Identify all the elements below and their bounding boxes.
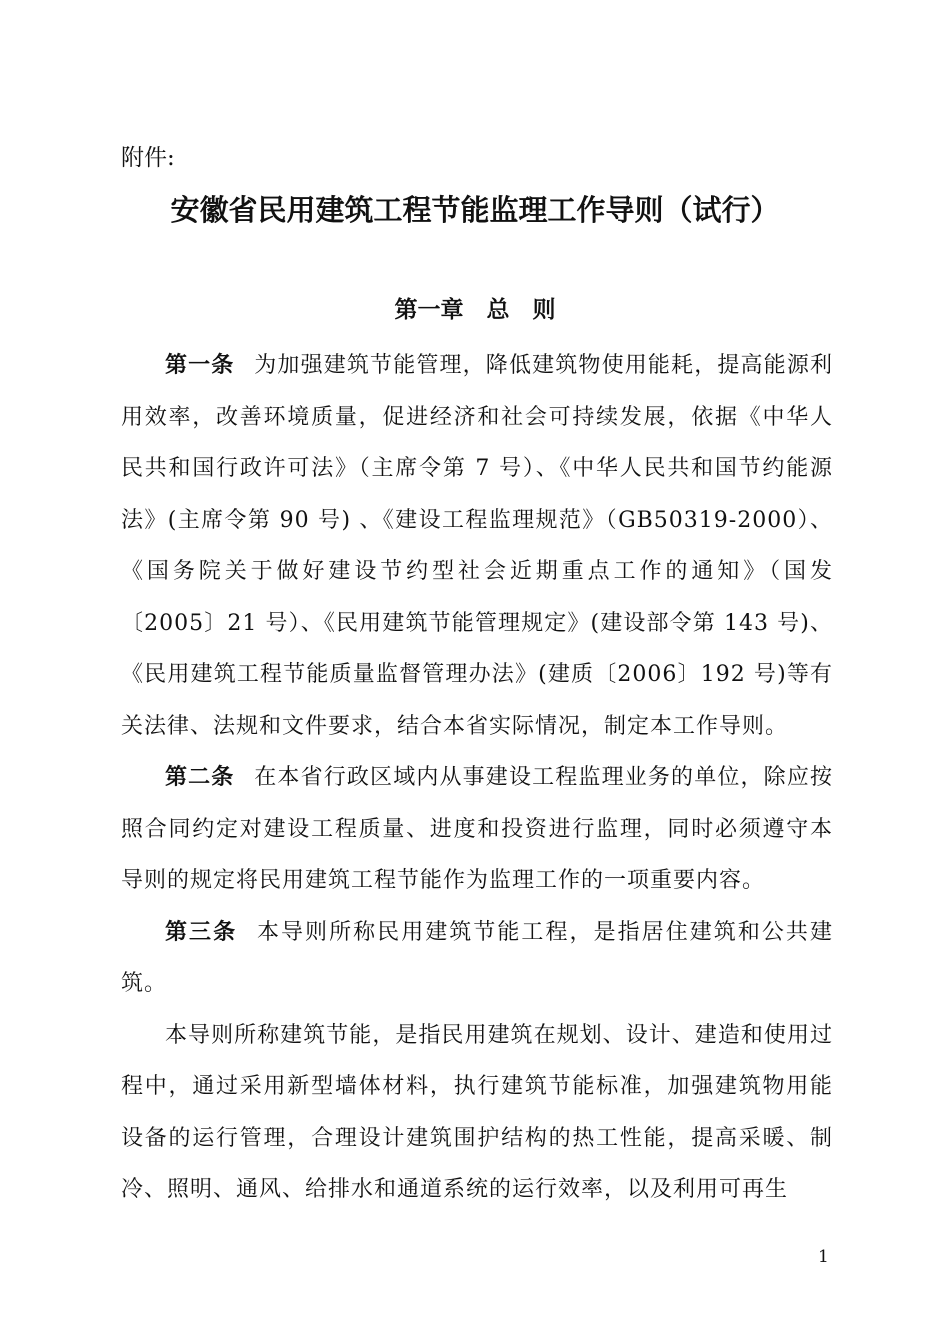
paragraph-article-2 <box>121 752 833 907</box>
article-label: 第三条 <box>165 918 238 945</box>
article-label: 第二条 <box>165 764 235 790</box>
attachment-label: 附件: <box>121 145 175 171</box>
document-body <box>121 340 833 1216</box>
article-text: 在本省行政区域内从事建设工程监理业务的单位，除应按照合同约定对建设工程质量、进度和投资进行监理，同时必须遵守本导则的规定将民用建筑工程节能作为监理工作的一项重要内容。 <box>121 765 833 893</box>
article-text: 本导则所称民用建筑节能工程，是指居住建筑和公共建筑。 <box>121 919 833 996</box>
article-text: 为加强建筑节能管理，降低建筑物使用能耗，提高能源利用效率，改善环境质量，促进经济和社会可持续发展，依据《中华人民共和国行政许可法》（主席令第 7 号）、《中华人民共和国节约能源法》(主席令第 90 号) 、《建设工程监理规范》（GB50319-2000）、《国务院关于做好建设节约型社会近期重点工作的通知》（国发〔2005〕21 号）、《民用建筑节能管理规定》(建设部令第 143 号)、《民用建筑工程节能质量监督管理办法》(建质〔2006〕192 号)等有关法律、法规和文件要求，结合本省实际情况，制定本工作导则。 <box>121 353 833 739</box>
page-number: 1 <box>818 1247 829 1267</box>
chapter-heading: 第一章 总 则 <box>394 296 556 323</box>
article-text: 本导则所称建筑节能，是指民用建筑在规划、设计、建造和使用过程中，通过采用新型墙体材料，执行建筑节能标准，加强建筑物用能设备的运行管理，合理设计建筑围护结构的热工性能，提高采暖、制冷、照明、通风、给排水和通道系统的运行效率，以及利用可再生 <box>121 1022 833 1202</box>
paragraph-article-1 <box>121 340 833 752</box>
paragraph-definition <box>121 1010 833 1216</box>
document-title: 安徽省民用建筑工程节能监理工作导则（试行） <box>170 193 780 227</box>
article-label: 第一条 <box>165 352 235 378</box>
paragraph-article-3 <box>121 907 833 1010</box>
